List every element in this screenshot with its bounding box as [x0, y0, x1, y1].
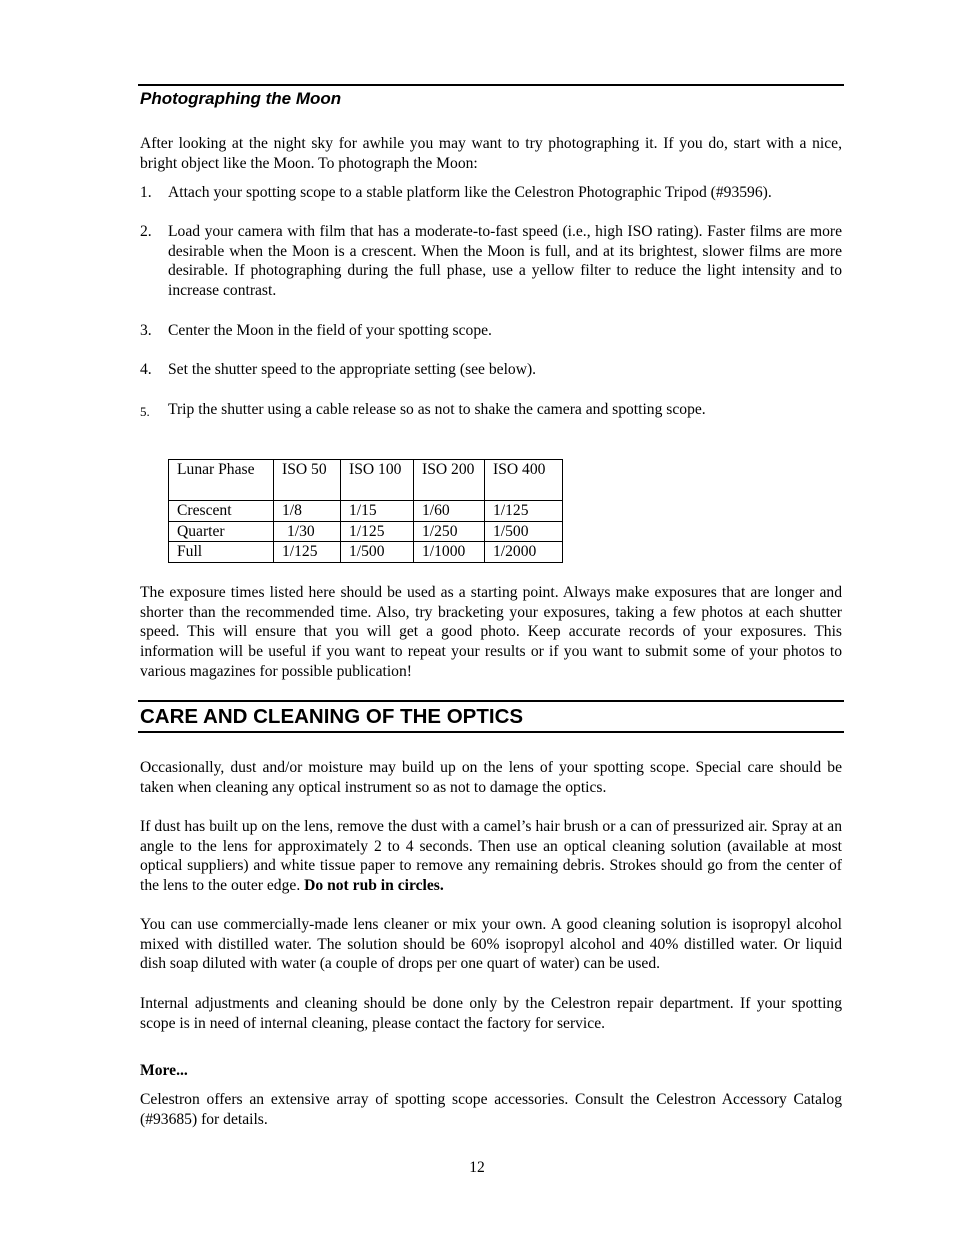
- table-cell: 1/15: [341, 501, 414, 522]
- table-cell: Quarter: [169, 521, 274, 542]
- table-row: [169, 542, 563, 563]
- more-heading: More...: [140, 1062, 188, 1079]
- table-cell: Crescent: [169, 501, 274, 522]
- heading-top-rule: [138, 700, 844, 702]
- list-text: Trip the shutter using a cable release so as not to shake the camera and spotting scope.: [168, 401, 706, 418]
- table-cell: Full: [169, 542, 274, 563]
- list-number: 2.: [140, 223, 152, 240]
- table-header-cell: ISO 50: [274, 460, 341, 501]
- table-header-cell: ISO 200: [414, 460, 485, 501]
- list-number: 5.: [140, 404, 150, 419]
- list-number: 3.: [140, 322, 152, 339]
- table-cell: 1/30: [274, 521, 341, 542]
- closing-paragraph: The exposure times listed here should be used as a starting point. Always make exposures that are longer and shorter than the recommended time. Also, try bracketing your exposures, taking a few photos at each shutter speed. This will ensure that you will get a good photo. Keep accurate records of your exposures. This information will be useful if you want to repeat your results or if you want to submit some of your photos to various magazines for possible publication!: [140, 584, 842, 680]
- table-row: [169, 521, 563, 542]
- list-text: Set the shutter speed to the appropriate setting (see below).: [168, 361, 537, 378]
- table-cell: 1/1000: [414, 542, 485, 563]
- table-row: [169, 501, 563, 522]
- table-cell: 1/125: [274, 542, 341, 563]
- table-cell: 1/125: [485, 501, 563, 522]
- list-number: 4.: [140, 361, 152, 378]
- table-header-cell: ISO 100: [341, 460, 414, 501]
- exposure-table: [168, 459, 563, 563]
- top-rule: [138, 84, 844, 86]
- care-paragraph-3: You can use commercially-made lens cleaner or mix your own. A good cleaning solution is isopropyl alcohol mixed with distilled water. The solution should be 60% isopropyl alcohol and 40% distilled water. Or liquid dish soap diluted with water (a couple of drops per one quart of water) can be used.: [140, 916, 842, 973]
- table-header-row: [169, 460, 563, 501]
- list-number: 1.: [140, 184, 152, 201]
- table-header-cell: ISO 400: [485, 460, 563, 501]
- list-text: Center the Moon in the field of your spotting scope.: [168, 322, 492, 339]
- table-cell: 1/2000: [485, 542, 563, 563]
- care-paragraph-1: Occasionally, dust and/or moisture may build up on the lens of your spotting scope. Special care should be taken when cleaning any optical instrument so as not to damage the optics.: [140, 759, 842, 796]
- heading-bottom-rule: [138, 731, 844, 733]
- table-cell: 1/125: [341, 521, 414, 542]
- table-cell: 1/60: [414, 501, 485, 522]
- section-title-photographing: Photographing the Moon: [140, 89, 342, 108]
- care-paragraph-4: Internal adjustments and cleaning should be done only by the Celestron repair department. If your spotting scope is in need of internal cleaning, please contact the factory for service.: [140, 995, 842, 1032]
- care-paragraph-2-text: If dust has built up on the lens, remove the dust with a camel’s hair brush or a can of pressurized air. Spray at an angle to the lens for approximately 2 to 4 seconds. Then use an optical cleaning solution (available at most optical suppliers) and white tissue paper to remove any remaining debris. Strokes should go from the center of the lens to the outer edge.: [140, 818, 842, 895]
- table-header-cell: Lunar Phase: [169, 460, 274, 501]
- list-text: Load your camera with film that has a moderate-to-fast speed (i.e., high ISO rating). Faster films are more desirable when the Moon is a crescent. When the Moon is full, and at its brightest, slower films are more desirable. If photographing during the full phase, use a yellow filter to reduce the light intensity and to increase contrast.: [168, 223, 842, 300]
- list-text: Attach your spotting scope to a stable platform like the Celestron Photographic Tripod (#93596).: [168, 184, 772, 201]
- intro-paragraph: After looking at the night sky for awhile you may want to try photographing it. If you do, start with a nice, bright object like the Moon. To photograph the Moon:: [140, 135, 842, 172]
- table-cell: 1/500: [341, 542, 414, 563]
- care-paragraph-2: [140, 817, 842, 896]
- warning-text: Do not rub in circles.: [304, 877, 444, 895]
- table-cell: 1/500: [485, 521, 563, 542]
- page-number: 12: [469, 1159, 485, 1176]
- table-cell: 1/8: [274, 501, 341, 522]
- more-paragraph: Celestron offers an extensive array of spotting scope accessories. Consult the Celestron Accessory Catalog (#93685) for details.: [140, 1091, 842, 1128]
- table-cell: 1/250: [414, 521, 485, 542]
- section-title-care-cleaning: CARE AND CLEANING OF THE OPTICS: [140, 705, 524, 728]
